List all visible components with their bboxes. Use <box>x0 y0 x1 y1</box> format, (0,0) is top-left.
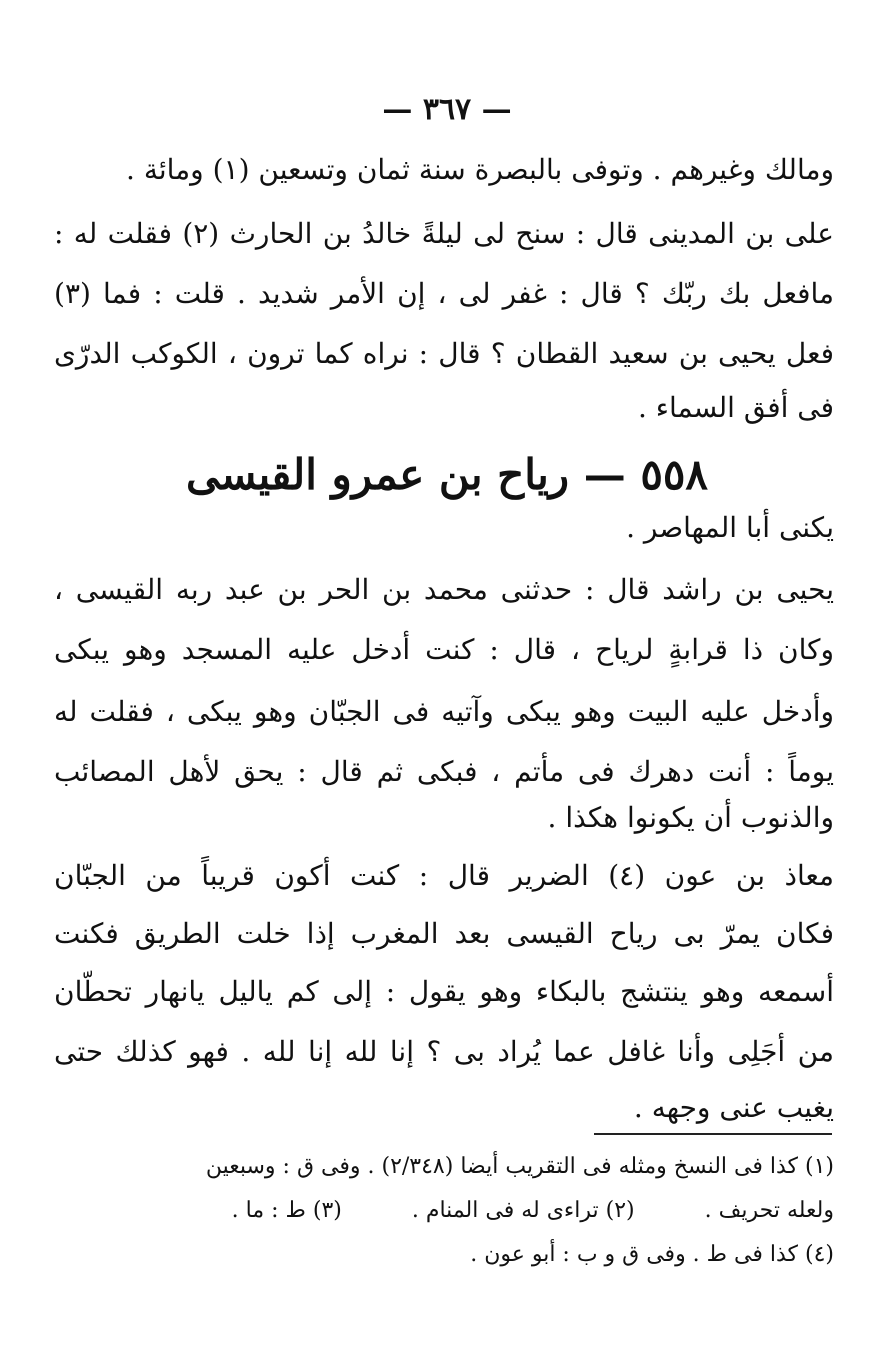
page-number: — ٣٦٧ — <box>382 92 512 127</box>
text-line: فى أفق السماء . <box>637 391 834 424</box>
footnote-1-cont: ولعله تحريف . <box>704 1198 834 1223</box>
text-line: يحيى بن راشد قال : حدثنى محمد بن الحر بن عبد ربه القيسى ، <box>54 573 834 606</box>
text-line: وأدخل عليه البيت وهو يبكى وآتيه فى الجبّان وهو يبكى ، فقلت له <box>54 695 834 728</box>
footnote-divider <box>594 1133 832 1135</box>
text-line: ومالك وغيرهم . وتوفى بالبصرة سنة ثمان وتسعين (١) ومائة . <box>126 153 834 186</box>
text-line: يغيب عنى وجهه . <box>633 1091 834 1124</box>
text-line: وكان ذا قرابةٍ لرياح ، قال : كنت أدخل عليه المسجد وهو يبكى <box>54 633 834 666</box>
text-line: فكان يمرّ بى رياح القيسى بعد المغرب إذا خلت الطريق فكنت <box>54 917 834 950</box>
text-line: من أجَلِى وأنا غافل عما يُراد بى ؟ إنا لله إنا لله . فهو كذلك حتى <box>54 1035 834 1068</box>
footnote-1: (١) كذا فى النسخ ومثله فى التقريب أيضا (٢/٣٤٨) . وفى ق : وسبعين <box>205 1154 834 1179</box>
text-line: معاذ بن عون (٤) الضرير قال : كنت أكون قريباً من الجبّان <box>54 859 834 892</box>
footnote-2: (٢) تراءى له فى المنام . <box>411 1198 635 1223</box>
footnote-row <box>54 1192 834 1230</box>
footnote-4: (٤) كذا فى ط . وفى ق و ب : أبو عون . <box>470 1242 834 1267</box>
text-line: أسمعه وهو ينتشج بالبكاء وهو يقول : إلى كم ياليل يانهار تحطّان <box>54 975 834 1008</box>
kunya-line: يكنى أبا المهاصر . <box>626 511 834 544</box>
text-line: مافعل بك ربّك ؟ قال : غفر لى ، إن الأمر شديد . قلت : فما (٣) <box>54 277 834 310</box>
text-line: يوماً : أنت دهرك فى مأتم ، فبكى ثم قال : يحق لأهل المصائب <box>54 755 834 788</box>
text-line: على بن المدينى قال : سنح لى ليلةً خالدُ بن الحارث (٢) فقلت له : <box>54 217 834 250</box>
text-line: والذنوب أن يكونوا هكذا . <box>547 801 834 834</box>
text-line: فعل يحيى بن سعيد القطان ؟ قال : نراه كما ترون ، الكوكب الدرّى <box>54 337 834 370</box>
footnote-3: (٣) ط : ما . <box>231 1198 342 1223</box>
section-heading: ٥٥٨ — رياح بن عمرو القيسى <box>186 450 708 499</box>
